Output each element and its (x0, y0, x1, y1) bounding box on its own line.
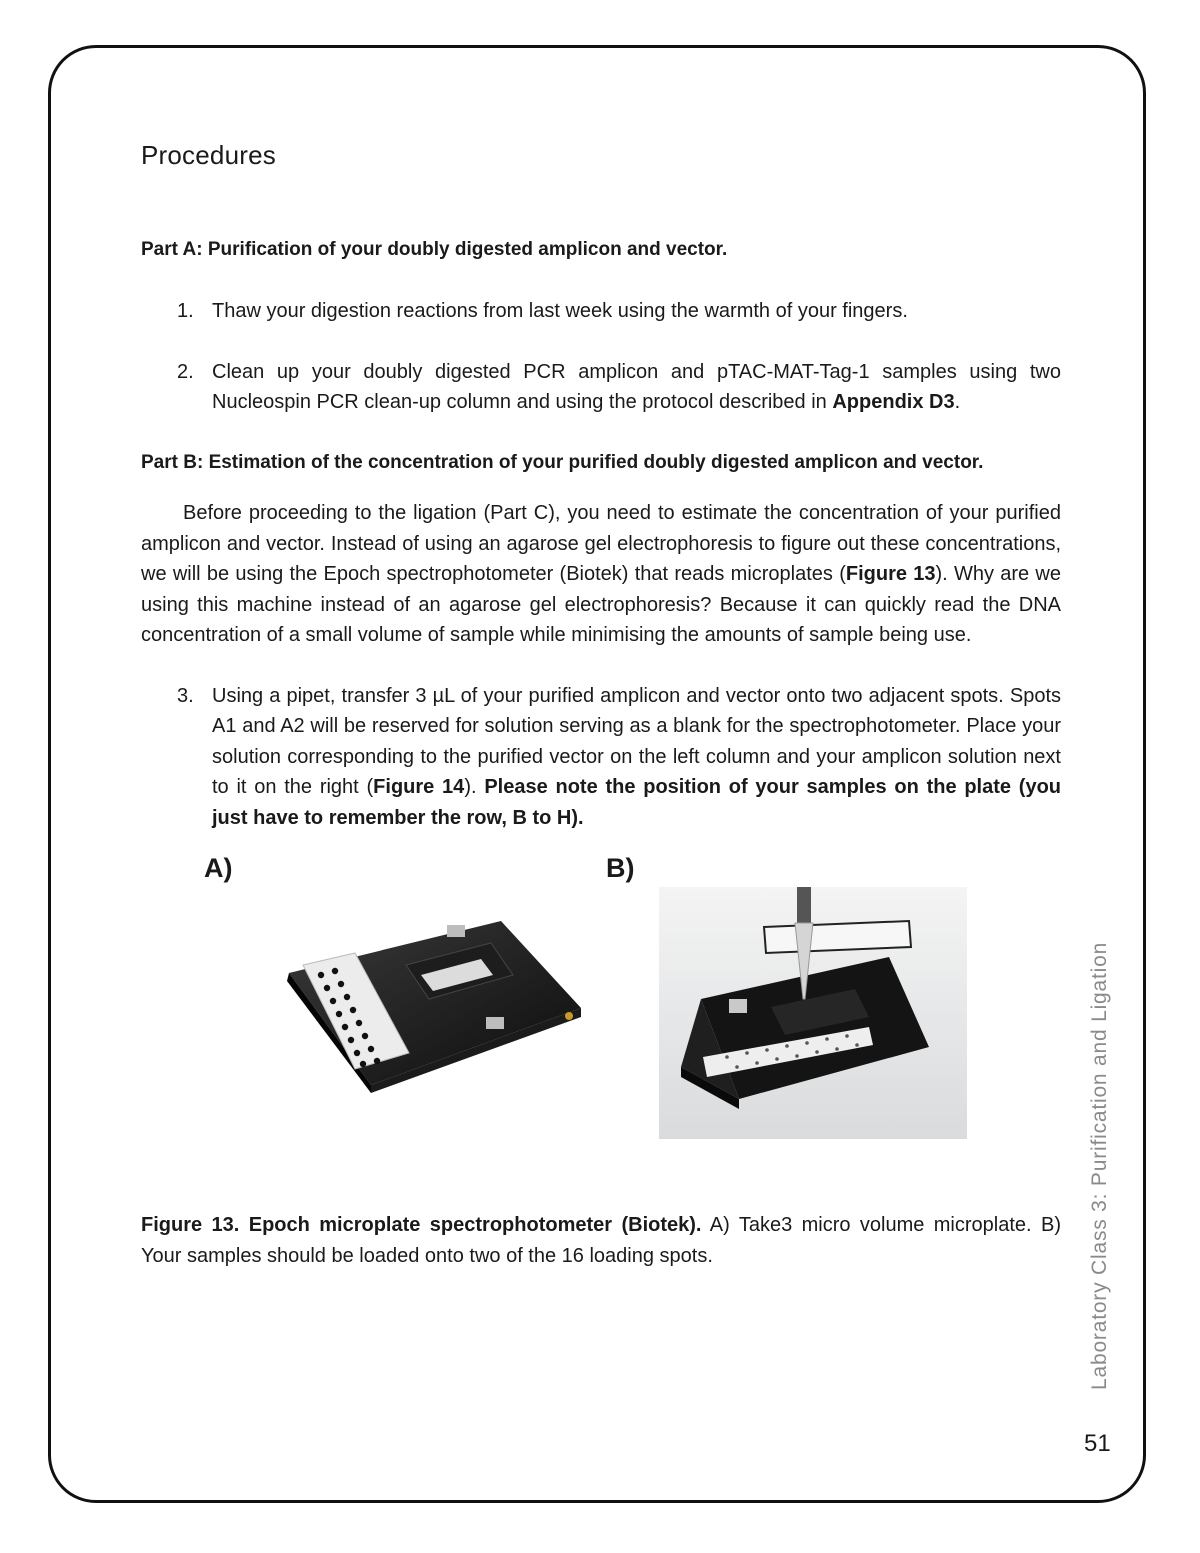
figure-reference: Figure 14 (373, 776, 465, 798)
step-text: Thaw your digestion reactions from last week using the warmth of your fingers. (212, 300, 908, 322)
figure-reference: Figure 13 (845, 563, 936, 585)
page-content (141, 140, 1061, 1291)
position-note: Please note the position of your samples on the plate (you just have to remember the row, B to H). (212, 776, 1062, 829)
part-a-title: Part A: Purification of your doubly digested amplicon and vector. (141, 238, 728, 260)
step-text: Using a pipet, transfer 3 µL of your purified amplicon and vector onto two adjacent spots. Spots A1 and A2 will be reserved for solution serving as a blank for the spectrophotometer. Place your solution corresponding to the purified vector on the left column and your amplicon solution next to it on the right ( (212, 684, 1061, 798)
step-number: 1. (177, 300, 194, 322)
page-number: 51 (1084, 1430, 1111, 1457)
step-number: 3. (177, 684, 194, 707)
microplate-photo (281, 913, 586, 1113)
caption-text: A) Take3 micro volume microplate. B) Your samples should be loaded onto two of the 16 loading spots. (141, 1214, 1061, 1267)
step-number: 2. (177, 360, 194, 383)
step-text: Clean up your doubly digested PCR amplicon and pTAC-MAT-Tag-1 samples using two Nucleospin PCR clean-up column and using the protocol described in (212, 360, 1061, 413)
figure-13 (141, 853, 1061, 1177)
step-2 (141, 357, 1061, 418)
part-b-paragraph (141, 498, 1061, 651)
step-1 (141, 296, 1061, 327)
step-3 (141, 681, 1061, 834)
page-heading: Procedures (141, 140, 276, 170)
step-text-mid: ). (464, 776, 485, 798)
part-b-steps (141, 681, 1061, 834)
appendix-reference: Appendix D3 (832, 391, 955, 413)
figure-caption (141, 1210, 1061, 1271)
caption-title: Figure 13. Epoch microplate spectrophotometer (Biotek). (141, 1214, 702, 1236)
paragraph-text-end: ). Why are we using this machine instead of an agarose gel electrophoresis? Because it can quickly read the DNA concentration of a small volume of sample while minimising the amounts of sample being use. (141, 563, 1062, 646)
side-running-title: Laboratory Class 3: Purification and Ligation (1088, 941, 1111, 1390)
figure-label-b: B) (606, 853, 635, 883)
step-end: . (954, 391, 961, 413)
part-b-title: Part B: Estimation of the concentration of your purified doubly digested amplicon and vector. (141, 451, 984, 473)
pipette-loading-photo (659, 887, 967, 1139)
paragraph-text: Before proceeding to the ligation (Part C), you need to estimate the concentration of your purified amplicon and vector. Instead of using an agarose gel electrophoresis to figure out these concentrations, we will be using the Epoch spectrophotometer (Biotek) that reads microplates ( (141, 502, 1061, 585)
figure-label-a: A) (204, 853, 233, 883)
part-a-steps (141, 296, 1061, 418)
